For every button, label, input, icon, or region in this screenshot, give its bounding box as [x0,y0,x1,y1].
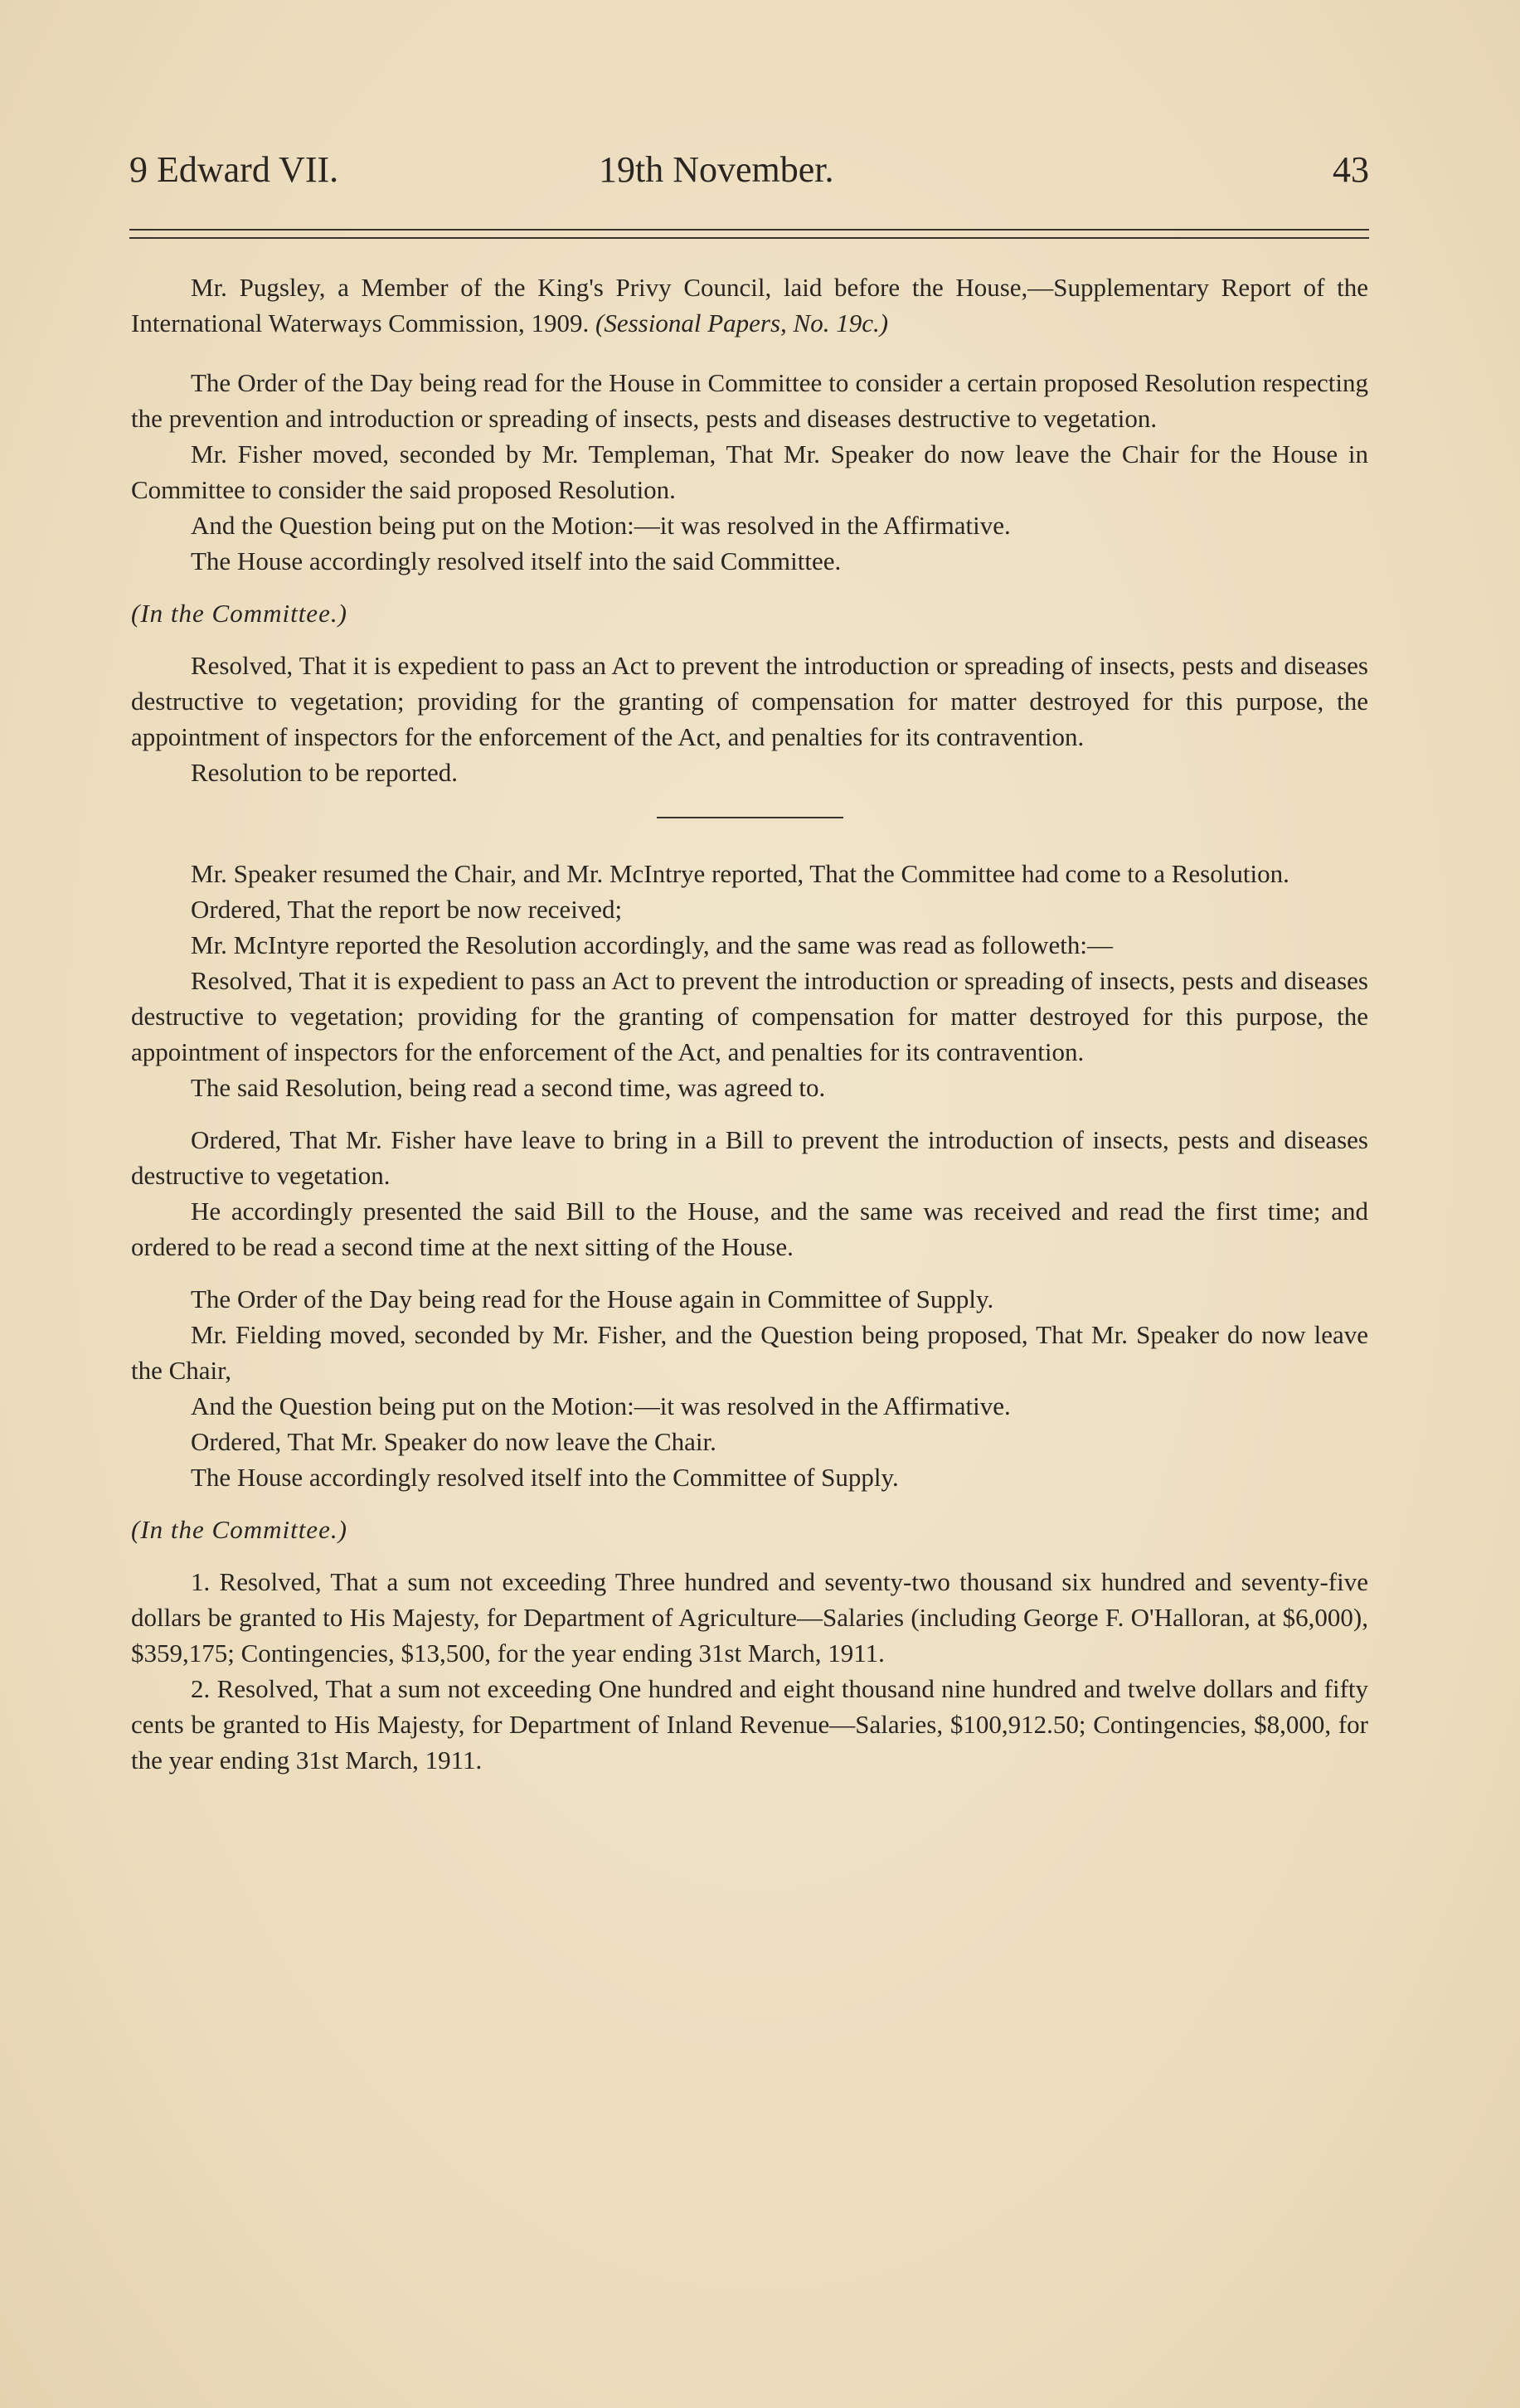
paragraph-resolution-text: Resolved, That it is expedient to pass an Act to prevent the introduction or spreading of insects, pests and diseases destructive to vegetation; providing for the granting of compensation for matter destroyed for this purpose, the appointment of inspectors for the enforcement of the Act, and penalties for its contravention. [131,651,1368,751]
paragraph-pugsley-report [131,269,1368,341]
committee-heading: (In the Committee.) [131,599,347,628]
header-reign: 9 Edward VII. [129,149,339,190]
sessional-paper-reference: (Sessional Papers, No. 19c.) [595,308,889,337]
paragraph-fielding-motion: Mr. Fielding moved, seconded by Mr. Fisher, and the Question being proposed, That Mr. Speaker do now leave the Chair, [131,1320,1368,1385]
paragraph-committee-of-supply: The Order of the Day being read for the House again in Committee of Supply. [191,1284,994,1313]
pugsley-report-text: Mr. Pugsley, a Member of the King's Privy Council, laid before the House,—Supplementary Report of the International Waterways Commission, 1909. [131,273,1368,337]
paragraph-report-received: Ordered, That the report be now received; [191,895,623,924]
supply-resolution-2: 2. Resolved, That a sum not exceeding One hundred and eight thousand nine hundred and twelve dollars and fifty cents be granted to His Majesty, for Department of Inland Revenue—Salaries, $100,912.50; Contingencies, $8,000, for the year ending 31st March, 1911. [131,1674,1368,1774]
paragraph-resolution-reported: Resolution to be reported. [191,758,458,787]
committee-heading-supply: (In the Committee.) [131,1515,347,1544]
paragraph-question-affirmative-2: And the Question being put on the Motion:—it was resolved in the Affirmative. [191,1391,1011,1420]
paragraph-fisher-motion: Mr. Fisher moved, seconded by Mr. Templeman, That Mr. Speaker do now leave the Chair for the House in Committee to consider the said proposed Resolution. [131,439,1368,504]
paragraph-house-into-committee: The House accordingly resolved itself into the said Committee. [191,546,842,575]
paragraph-mcintyre-reported: Mr. McIntyre reported the Resolution accordingly, and the same was read as followeth:— [191,930,1113,959]
paragraph-speaker-leave-chair: Ordered, That Mr. Speaker do now leave the Chair. [191,1427,716,1456]
header-double-rule [129,229,1369,239]
paragraph-second-reading-agreed: The said Resolution, being read a second time, was agreed to. [191,1073,826,1102]
journal-body [131,269,1368,1778]
supply-resolution-1: 1. Resolved, That a sum not exceeding Three hundred and seventy-two thousand six hundred and seventy-five dollars be granted to His Majesty, for Department of Agriculture—Salaries (including George F. O'Halloran, at $6,000), $359,175; Contingencies, $13,500, for the year ending 31st March, 1911. [131,1567,1368,1668]
page-number: 43 [1333,149,1369,190]
paragraph-house-into-supply: The House accordingly resolved itself into the Committee of Supply. [191,1463,899,1492]
running-header [129,145,1369,195]
paragraph-speaker-resumed: Mr. Speaker resumed the Chair, and Mr. McIntrye reported, That the Committee had come to a Resolution. [191,859,1289,888]
paragraph-order-of-day-committee: The Order of the Day being read for the House in Committee to consider a certain proposed Resolution respecting the prevention and introduction or spreading of insects, pests and diseases destructive to vegetation. [131,368,1368,433]
paragraph-question-affirmative: And the Question being put on the Motion:—it was resolved in the Affirmative. [191,511,1011,540]
paragraph-fisher-bill-leave: Ordered, That Mr. Fisher have leave to bring in a Bill to prevent the introduction of insects, pests and diseases destructive to vegetation. [131,1125,1368,1190]
header-date: 19th November. [599,149,834,190]
paragraph-resolution-read: Resolved, That it is expedient to pass an Act to prevent the introduction or spreading of insects, pests and diseases destructive to vegetation; providing for the granting of compensation for matter destroyed for this purpose, the appointment of inspectors for the enforcement of the Act, and penalties for its contravention. [131,966,1368,1066]
paragraph-bill-first-reading: He accordingly presented the said Bill to the House, and the same was received and read the first time; and ordered to be read a second time at the next sitting of the House. [131,1197,1368,1261]
